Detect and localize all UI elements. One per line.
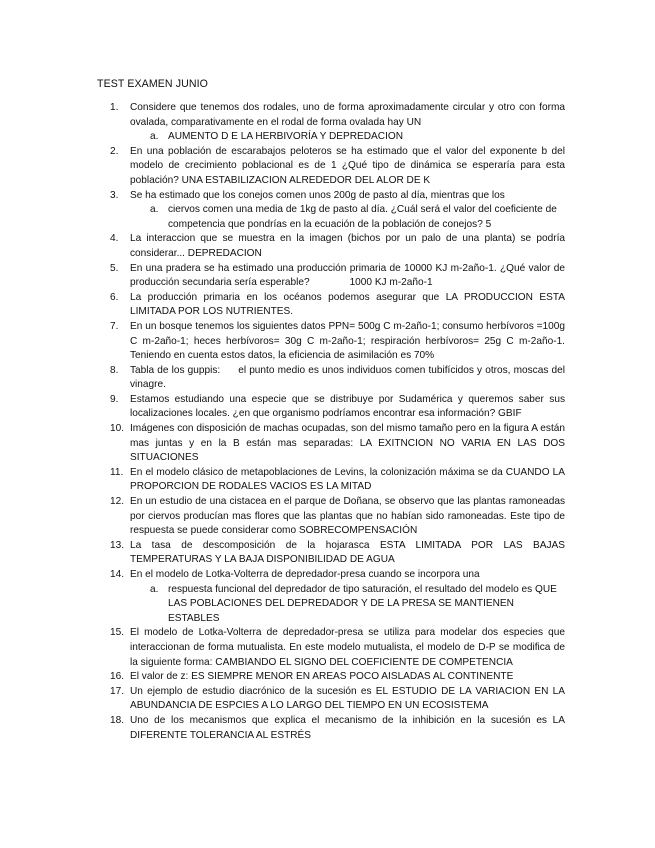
question-text bbox=[130, 262, 565, 291]
question-text: En un estudio de una cistacea en el parque de Doñana, se observo que las plantas ramoneadas por ciervos producían mas flores que las plantas que no habían sido ramoneadas. Este tipo de respuesta se puede considerar como SOBRECOMPENSACIÓN bbox=[130, 496, 565, 537]
question-number: 14. bbox=[110, 569, 125, 580]
question-number: 16. bbox=[110, 671, 125, 683]
question-number: 6. bbox=[110, 291, 119, 303]
document-title: TEST EXAMEN JUNIO bbox=[97, 78, 208, 90]
question-3-sub bbox=[0, 203, 655, 232]
question-text: Un ejemplo de estudio diacrónico de la sucesión es EL ESTUDIO DE LA VARIACION EN LA ABUNDANCIA DE ESPCIES A LO LARGO DEL TIEMPO EN UN ECOSISTEMA bbox=[130, 685, 565, 712]
question-6 bbox=[0, 291, 655, 320]
question-number: 8. bbox=[110, 364, 119, 376]
question-4 bbox=[0, 232, 655, 261]
question-14 bbox=[0, 568, 655, 583]
question-number: 2. bbox=[110, 145, 119, 157]
question-9 bbox=[0, 393, 655, 422]
question-10 bbox=[0, 422, 655, 466]
question-text: En una población de escarabajos peloteros se ha estimado que el valor del exponente b del modelo de crecimiento poblacional es de 1 ¿Qué tipo de dinámica se esperaría para esta población? UNA ESTABILIZACION ALREDEDOR DEL ALOR DE K bbox=[130, 145, 565, 186]
question-text: Considere que tenemos dos rodales, uno de forma aproximadamente circular y otro con forma ovalada, comparativamente en el rodal de forma ovalada hay UN bbox=[130, 102, 565, 128]
question-text: Se ha estimado que los conejos comen unos 200g de pasto al día, mientras que los bbox=[130, 189, 505, 201]
question-answer: el punto medio es unos individuos comen tubifícidos y otros, moscas del vinagre. bbox=[130, 364, 565, 391]
question-11 bbox=[0, 466, 655, 495]
question-text: La tasa de descomposición de la hojarasca ESTA LIMITADA POR LAS BAJAS TEMPERATURAS Y LA BAJA DISPONIBILIDAD DE AGUA bbox=[130, 539, 565, 566]
question-text: En un bosque tenemos los siguientes datos PPN= 500g C m-2año-1; consumo herbívoros =100g C m-2año-1; heces herbívoros= 30g C m-2año-1; respiración herbívoros= 25g C m-2año-1. Teniendo en cuenta estos datos, la eficiencia de asimilación es 70% bbox=[130, 320, 565, 362]
question-text: En el modelo clásico de metapoblaciones de Levins, la colonización máxima se da CUANDO LA PROPORCION DE RODALES VACIOS ES LA MITAD bbox=[130, 466, 565, 493]
question-17 bbox=[0, 685, 655, 714]
question-1 bbox=[0, 101, 655, 130]
question-number: 11. bbox=[110, 466, 124, 478]
question-13 bbox=[0, 539, 655, 568]
question-number: 3. bbox=[110, 189, 119, 201]
question-text: La interaccion que se muestra en la imagen (bichos por un palo de una planta) se podría considerar... DEPREDACION bbox=[130, 233, 565, 259]
question-text: La producción primaria en los océanos podemos asegurar que LA PRODUCCION ESTA LIMITADA POR LOS NUTRIENTES. bbox=[130, 291, 565, 318]
sub-text: ciervos comen una media de 1kg de pasto al día. ¿Cuál será el valor del coeficiente de competencia que pondrías en la ecuación de la población de conejos? 5 bbox=[168, 204, 557, 230]
question-text bbox=[130, 364, 565, 393]
question-15 bbox=[0, 626, 655, 670]
sub-letter: a. bbox=[150, 583, 159, 595]
question-number: 7. bbox=[110, 320, 119, 332]
question-number: 15. bbox=[110, 627, 125, 639]
question-number: 4. bbox=[110, 233, 119, 245]
sub-letter: a. bbox=[150, 204, 159, 216]
question-number: 5. bbox=[110, 262, 119, 274]
question-text: El valor de z: ES SIEMPRE MENOR EN AREAS POCO AISLADAS AL CONTINENTE bbox=[130, 671, 514, 683]
question-list bbox=[0, 101, 655, 743]
question-14-sub bbox=[0, 583, 655, 627]
question-text: Estamos estudiando una especie que se distribuye por Sudamérica y queremos saber sus localizaciones locales. ¿en que organismo podríamos encontrar esa información? GBIF bbox=[130, 393, 565, 420]
question-16 bbox=[0, 670, 655, 685]
question-8 bbox=[0, 364, 655, 393]
question-number: 13. bbox=[110, 539, 125, 551]
question-7 bbox=[0, 320, 655, 364]
question-text: El modelo de Lotka-Volterra de depredador-presa se utiliza para modelar dos especies que interaccionan de forma mutualista. En este modelo mutualista, el modelo de D-P se modifica de la siguiente forma: CAMBIANDO EL SIGNO DEL COEFICIENTE DE COMPETENCIA bbox=[130, 627, 565, 668]
question-text: En el modelo de Lotka-Volterra de depredador-presa cuando se incorpora una bbox=[130, 569, 480, 580]
question-number: 17. bbox=[110, 685, 125, 697]
question-3 bbox=[0, 189, 655, 204]
question-12 bbox=[0, 495, 655, 539]
question-1-sub bbox=[0, 130, 655, 145]
sub-text: respuesta funcional del depredador de tipo saturación, el resultado del modelo es QUE LAS POBLACIONES DEL DEPREDADOR Y DE LA PRESA SE MANTIENEN ESTABLES bbox=[168, 583, 557, 624]
question-number: 12. bbox=[110, 496, 125, 508]
question-2 bbox=[0, 145, 655, 189]
question-number: 1. bbox=[110, 102, 119, 113]
question-number: 9. bbox=[110, 393, 119, 405]
question-text-part: Tabla de los guppis: bbox=[130, 364, 221, 376]
question-number: 10. bbox=[110, 423, 125, 435]
question-text-part: En una pradera se ha estimado una producción primaria de 10000 KJ m-2año-1. ¿Qué valor de producción secundaria sería esperable? bbox=[130, 262, 565, 289]
question-text: Imágenes con disposición de machas ocupadas, son del mismo tamaño pero en la figura A están mas juntas y en la B están mas separadas: LA EXITNCION NO VARIA EN LAS DOS SITUACIONES bbox=[130, 423, 565, 464]
question-text: Uno de los mecanismos que explica el mecanismo de la inhibición en la sucesión es LA DIFERENTE TOLERANCIA AL ESTRÉS bbox=[130, 714, 565, 741]
question-answer: 1000 KJ m-2año-1 bbox=[349, 277, 433, 289]
sub-text: AUMENTO D E LA HERBIVORÍA Y DEPREDACION bbox=[168, 131, 404, 143]
question-number: 18. bbox=[110, 714, 125, 726]
question-5 bbox=[0, 262, 655, 291]
sub-letter: a. bbox=[150, 131, 159, 143]
question-18 bbox=[0, 714, 655, 743]
